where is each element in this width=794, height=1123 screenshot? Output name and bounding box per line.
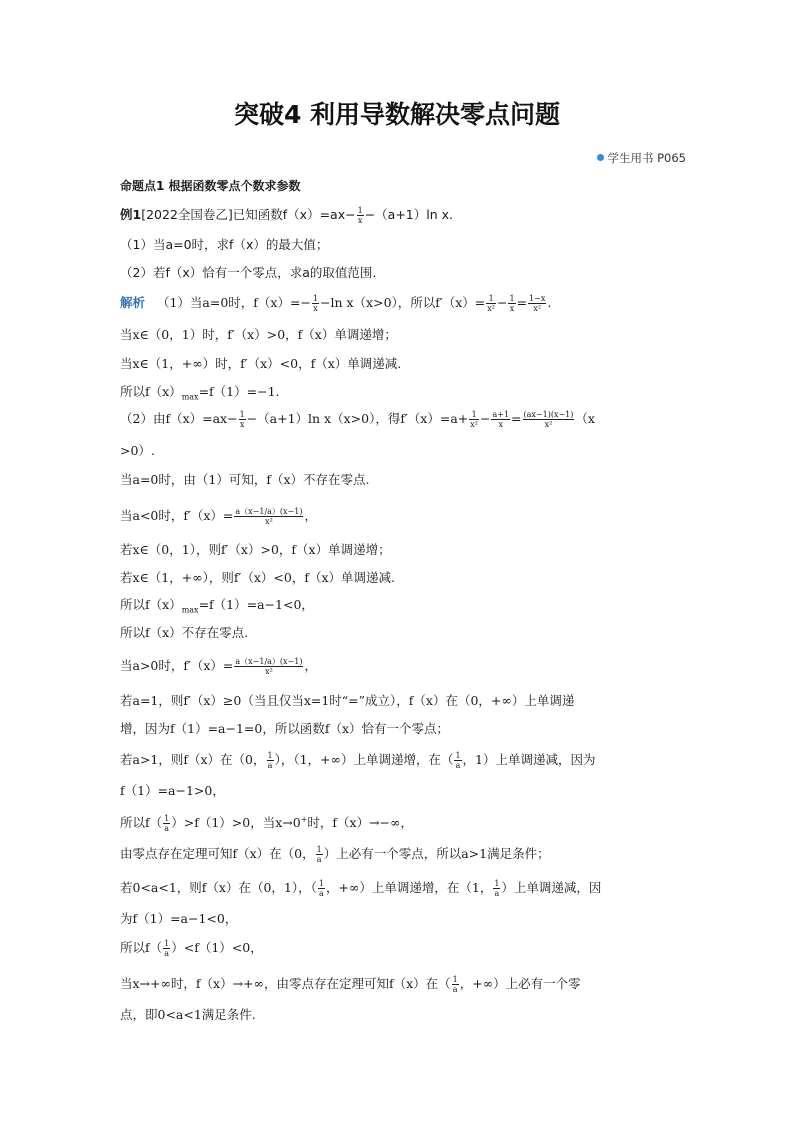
solution-line: 当x∈（0，1）时，f′（x）>0，f（x）单调递增； bbox=[120, 327, 397, 342]
solution-line: 所以f（ $\frac{1}{a}$ ）>f（1）>0，当x→0+时，f（x）→−∞， bbox=[120, 814, 413, 834]
fraction: $\frac{a(x-1/a)(x-1)}{\text{x²}}$ bbox=[235, 657, 303, 676]
example-stem-before: 已知函数f（x）=ax− bbox=[232, 207, 356, 222]
fraction: $\frac{1}{a}$ bbox=[494, 879, 500, 898]
solution-line-1: 解析 （1）当a=0时，f（x）=− $\frac{1}{x}$ −ln x（x>0），所以f′（x）= $\frac{1}{\text{x²}}$ − $\frac{1}{x}$ = $\frac{1-x}{\text{x²}}$ . bbox=[120, 294, 552, 313]
solution-line: 若0<a<1，则f（x）在（0，1），（ $\frac{1}{a}$ ，+∞）上单调递增，在（1， $\frac{1}{a}$ ）上单调递减，因 bbox=[120, 879, 602, 898]
solution-line: 所以f（ $\frac{1}{a}$ ）<f（1）<0， bbox=[120, 939, 263, 958]
solution-line: 若a=1，则f′（x）≥0（当且仅当x=1时“=”成立），f（x）在（0，+∞）上单调递 bbox=[120, 693, 575, 708]
solution-line: 所以f（x）不存在零点. bbox=[120, 625, 249, 640]
solution-line: 当x∈（1，+∞）时，f′（x）<0，f（x）单调递减. bbox=[120, 356, 402, 371]
book-reference-text: 学生用书 P065 bbox=[607, 151, 686, 165]
solution-line: 当a<0时，f′（x）= $\frac{a(x-1/a)(x-1)}{\text{x²}}$ ， bbox=[120, 507, 317, 526]
fraction: $\frac{1}{\text{x²}}$ bbox=[470, 410, 478, 429]
fraction: $\frac{1}{a}$ bbox=[318, 879, 324, 898]
example-source: [2022全国卷乙] bbox=[141, 207, 233, 222]
fraction: $\frac{1}{x}$ bbox=[312, 294, 318, 313]
fraction: $\frac{1}{a}$ bbox=[452, 975, 458, 994]
solution-line: 若x∈（1，+∞），则f′（x）<0，f（x）单调递减. bbox=[120, 570, 395, 585]
fraction: $\frac{1}{x}$ bbox=[509, 294, 515, 313]
fraction: $\frac{a(x-1/a)(x-1)}{\text{x²}}$ bbox=[235, 507, 303, 526]
solution-line: >0）. bbox=[120, 443, 155, 458]
solution-line: 所以$f(x)_{max}=f(1)=-1$. bbox=[120, 384, 280, 402]
fraction: $\frac{1}{x}$ bbox=[239, 410, 245, 429]
fraction: $\frac{(ax-1)(x-1)}{\text{x²}}$ bbox=[523, 410, 574, 429]
question-2: （2）若f（x）恰有一个零点，求a的取值范围. bbox=[120, 265, 377, 280]
example-stem bbox=[120, 206, 680, 225]
bullet-icon bbox=[597, 154, 604, 161]
solution-line: 增，因为f（1）=a−1=0，所以函数f（x）恰有一个零点； bbox=[120, 721, 450, 736]
example-label: 例1 bbox=[120, 207, 142, 222]
fraction: $\frac{a+1}{x}$ bbox=[492, 410, 510, 429]
fraction: $\frac{1}{x}$ bbox=[357, 206, 363, 225]
solution-line: 若x∈（0，1），则f′（x）>0，f（x）单调递增； bbox=[120, 542, 391, 557]
solution-line: 由零点存在定理可知f（x）在（0， $\frac{1}{a}$ ）上必有一个零点，所以a>1满足条件； bbox=[120, 845, 550, 864]
fraction: $\frac{1}{\text{x²}}$ bbox=[487, 294, 495, 313]
solution-line: 点，即0<a<1满足条件. bbox=[120, 1007, 256, 1022]
fraction: $\frac{1}{a}$ bbox=[164, 814, 170, 834]
fraction: $\frac{1-x}{\text{x²}}$ bbox=[529, 294, 546, 313]
solution-line: 所以$f(x)_{max}=f(1)=a-1<0$， bbox=[120, 597, 314, 615]
fraction: $\frac{1}{a}$ bbox=[316, 845, 322, 864]
solution-line: 若a>1，则f（x）在（0， $\frac{1}{a}$ ），（1，+∞）上单调递增，在（ $\frac{1}{a}$ ，1）上单调递减，因为 bbox=[120, 751, 596, 770]
section-heading: 命题点1 根据函数零点个数求参数 bbox=[120, 179, 301, 193]
solution-line: （2）由f（x）=ax− $\frac{1}{x}$ −（a+1）ln x（x>0），得f′（x）=a+ $\frac{1}{\text{x²}}$ − $\frac{a+1}{x}$ = $\frac{(ax-1)(x-1)}{\text{x²}}$ （x bbox=[120, 410, 595, 429]
fraction: $\frac{1}{a}$ bbox=[455, 751, 461, 770]
page-title: 突破4 利用导数解决零点问题 bbox=[233, 100, 561, 129]
solution-line: 当a>0时，f′（x）= $\frac{a(x-1/a)(x-1)}{\text{x²}}$ ， bbox=[120, 657, 317, 676]
question-1: （1）当a=0时，求f（x）的最大值； bbox=[120, 237, 329, 252]
solution-label: 解析 bbox=[120, 295, 146, 310]
solution-line: 当x→+∞时，f（x）→+∞，由零点存在定理可知f（x）在（ $\frac{1}{a}$ ，+∞）上必有一个零 bbox=[120, 975, 581, 994]
example-stem-after: −（a+1）ln x. bbox=[364, 207, 453, 222]
book-reference bbox=[597, 150, 686, 166]
solution-line: 当a=0时，由（1）可知，f（x）不存在零点. bbox=[120, 472, 370, 487]
fraction: $\frac{1}{a}$ bbox=[267, 751, 273, 770]
solution-line: f（1）=a−1>0， bbox=[120, 783, 225, 798]
fraction: $\frac{1}{a}$ bbox=[164, 939, 170, 958]
solution-line: 为f（1）=a−1<0， bbox=[120, 911, 238, 926]
